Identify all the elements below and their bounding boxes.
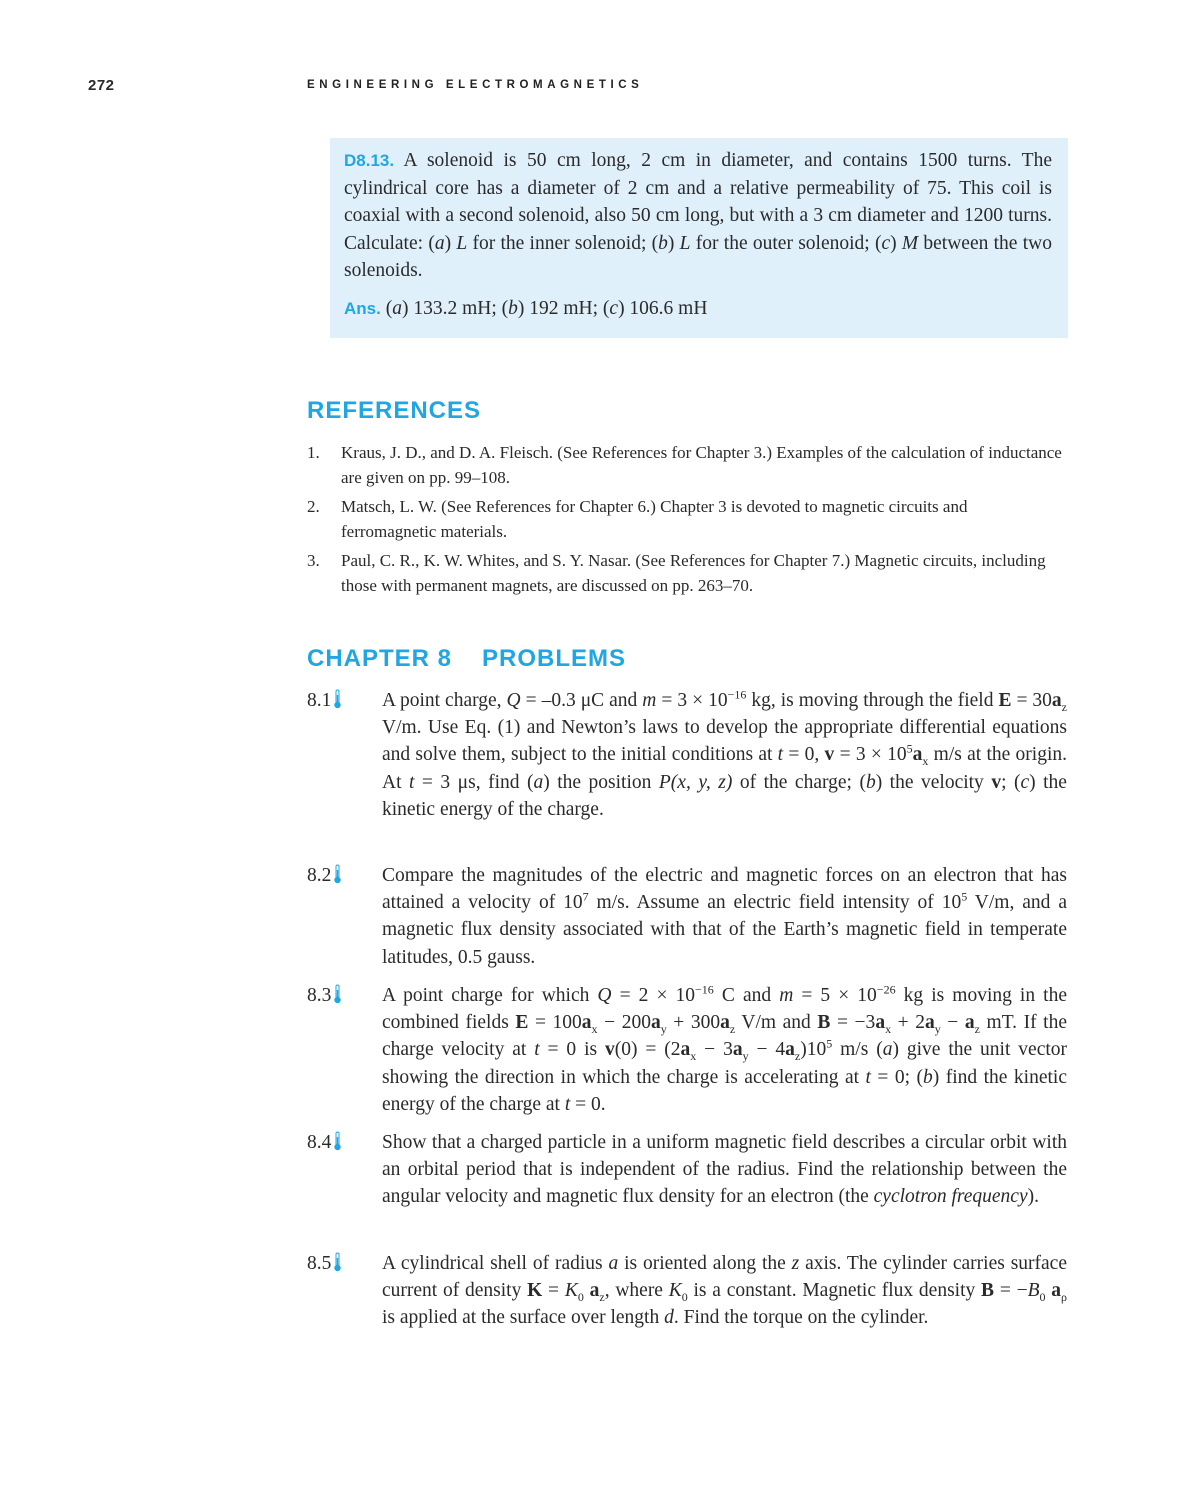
text: ; (	[1001, 771, 1021, 793]
text: 5	[961, 889, 968, 904]
text: − 4	[748, 1039, 786, 1061]
text: A cylindrical shell of radius	[382, 1253, 609, 1274]
thermometer-icon	[333, 984, 342, 1004]
reference-number: 1.	[307, 443, 320, 462]
problem-text	[382, 982, 1067, 1118]
text: ) give the unit vector showing the direction in which the charge is accelerating at	[382, 1039, 1068, 1088]
text: = −3	[830, 1012, 876, 1034]
text: is oriented along the	[618, 1253, 792, 1274]
reference-item	[307, 440, 1067, 490]
text: a	[912, 744, 923, 766]
problem-text	[382, 862, 1067, 971]
text: )	[667, 232, 680, 254]
text: 0	[577, 1290, 584, 1305]
text: 8.2	[307, 865, 332, 886]
text: a	[785, 1039, 795, 1061]
text: ) 106.6 mH	[618, 297, 708, 319]
reference-item	[307, 494, 1067, 544]
text: ) find the kinetic energy of the charge at	[382, 1066, 1067, 1115]
text: a	[882, 1039, 893, 1061]
text: m/s. Assume an electric field intensity of 10	[588, 892, 962, 914]
text: M	[901, 232, 919, 254]
text: Q	[506, 690, 521, 711]
text: −	[940, 1012, 965, 1034]
text: (0) = (2	[614, 1039, 681, 1061]
text: y	[742, 1049, 749, 1064]
text: x	[690, 1049, 697, 1064]
text: = 100	[528, 1012, 582, 1034]
text: a	[924, 1012, 935, 1034]
reference-number: 2.	[307, 497, 320, 516]
text: d	[664, 1307, 674, 1329]
text: − 200	[597, 1012, 651, 1034]
problem-item	[307, 687, 1067, 823]
text: − 3	[696, 1039, 733, 1061]
drill-problem-box	[330, 138, 1068, 338]
text: = 2 × 10	[611, 985, 696, 1006]
text: 8.3	[307, 985, 332, 1006]
reference-item	[307, 548, 1067, 598]
text: 0	[681, 1290, 688, 1305]
text: 0	[1039, 1290, 1046, 1305]
text: a	[581, 1012, 592, 1034]
text: for the inner solenoid; (	[467, 232, 659, 254]
text: −26	[876, 982, 896, 997]
text: = –0.3 μC and	[520, 690, 643, 711]
problem-text	[382, 1129, 1067, 1211]
text: z	[729, 1022, 736, 1037]
text: t	[534, 1039, 540, 1061]
text: a	[1051, 1280, 1062, 1302]
thermometer-icon	[333, 1131, 342, 1151]
text: v	[604, 1039, 615, 1061]
answer-label: Ans.	[344, 298, 381, 318]
text: B	[1027, 1280, 1040, 1302]
text: between the two solenoids.	[344, 232, 1052, 281]
running-head: ENGINEERING ELECTROMAGNETICS	[307, 79, 644, 91]
text: 5	[826, 1036, 833, 1051]
text: z	[599, 1290, 605, 1305]
text: a	[680, 1039, 691, 1061]
text: = 3 × 10	[656, 690, 728, 711]
text: a	[964, 1012, 975, 1034]
text: c	[1020, 771, 1030, 793]
text: m/s at the origin. At	[382, 744, 1068, 793]
text: B	[981, 1280, 995, 1302]
problem-number	[307, 862, 382, 971]
text: P(x, y, z)	[658, 771, 733, 793]
text: a	[589, 1280, 600, 1302]
reference-text: Kraus, J. D., and D. A. Fleisch. (See References for Chapter 3.) Examples of the calculation of inductance are given on pp. 99–108.	[341, 443, 1062, 487]
text: V/m and	[735, 1012, 818, 1034]
text: kg is moving in the combined fields	[382, 985, 1067, 1034]
text: = 0.	[570, 1093, 606, 1115]
problem-item	[307, 1129, 1067, 1211]
text: b	[923, 1066, 933, 1088]
text: PROBLEMS	[482, 645, 627, 672]
text: a	[650, 1012, 661, 1034]
thermometer-icon	[333, 689, 342, 709]
text: y	[660, 1022, 667, 1037]
text: E	[515, 1012, 529, 1034]
problem-number	[307, 1250, 382, 1332]
text: 8.1	[307, 690, 332, 711]
text: mT. If the charge velocity at	[382, 1012, 1067, 1061]
text: A point charge,	[382, 690, 507, 711]
text: A solenoid is 50 cm long, 2 cm in diameter, and contains 1500 turns. The cylindrical core has a diameter of 2 cm and a relative permeability of 75. This coil is coaxial with a second solenoid, also 50 cm long, but with a 3 cm diameter and 1200 turns. Calculate: (	[344, 150, 1052, 254]
text: a	[434, 232, 445, 254]
page-number: 272	[88, 77, 115, 94]
text: cyclotron frequency	[873, 1186, 1028, 1208]
problem-item	[307, 1250, 1067, 1332]
drill-answer: Ans. (a) 133.2 mH; (b) 192 mH; (c) 106.6 mH	[344, 297, 708, 319]
text: t	[777, 744, 784, 766]
drill-problem-text	[344, 147, 1052, 285]
text: z	[794, 1049, 801, 1064]
text: v	[824, 744, 835, 766]
text: b	[658, 232, 668, 254]
text: a	[732, 1039, 743, 1061]
text: )	[444, 232, 457, 254]
text: C and	[713, 985, 780, 1006]
text: −16	[695, 982, 714, 997]
text: E	[998, 690, 1012, 711]
text: a	[720, 1012, 730, 1034]
text: a	[392, 297, 402, 319]
text: a	[608, 1253, 619, 1274]
text: a	[1051, 690, 1062, 711]
text: B	[817, 1012, 831, 1034]
references-heading: REFERENCES	[307, 397, 482, 424]
text: Show that a charged particle in a uniform magnetic field describes a circular orbit with an orbital period that is independent of the radius. Find the relationship between the angular velocity and magnetic flux density for an electron (the	[382, 1132, 1067, 1208]
problem-item	[307, 862, 1067, 971]
text: CHAPTER 8	[307, 645, 453, 672]
text: 8.5	[307, 1253, 332, 1274]
text: = 0,	[783, 744, 825, 766]
text: m/s (	[832, 1039, 883, 1061]
text: V/m. Use Eq. (1) and Newton’s laws to develop the appropriate differential equations and solve them, subject to the initial conditions at	[382, 717, 1067, 766]
text: K	[668, 1280, 682, 1302]
text: = 5 × 10	[793, 985, 877, 1006]
text: = 30	[1011, 690, 1052, 711]
text: K	[527, 1280, 543, 1302]
text: t	[865, 1066, 871, 1088]
text: = 3 × 10	[834, 744, 907, 766]
text: )10	[800, 1039, 827, 1061]
text: a	[533, 771, 544, 793]
reference-text: Paul, C. R., K. W. Whites, and S. Y. Nasar. (See References for Chapter 7.) Magnetic circuits, including those with permanent magnets, are discussed on pp. 263–70.	[341, 551, 1046, 595]
text: −16	[727, 687, 747, 702]
text: ).	[1027, 1186, 1039, 1208]
text: . Find the torque on the cylinder.	[673, 1307, 929, 1329]
problem-number	[307, 687, 382, 823]
text: Compare the magnitudes of the electric and magnetic forces on an electron that has attained a velocity of 10	[382, 865, 1067, 914]
drill-label: D8.13.	[344, 151, 395, 170]
text: y	[934, 1022, 941, 1037]
text: ) the position	[543, 771, 659, 793]
problems-heading	[307, 645, 626, 673]
text: x	[922, 754, 929, 769]
text: kg, is moving through the field	[746, 690, 999, 711]
text: ) the kinetic energy of the charge.	[382, 771, 1067, 820]
text: L	[679, 232, 691, 254]
problem-item	[307, 982, 1067, 1118]
text: A point charge for which	[382, 985, 598, 1006]
text: axis. The cylinder carries surface current of density	[382, 1253, 1067, 1302]
text: t	[564, 1093, 571, 1115]
text: m	[642, 690, 657, 711]
text: is applied at the surface over length	[382, 1307, 665, 1329]
text: of the charge; (	[732, 771, 866, 793]
text: v	[991, 771, 1002, 793]
text: a	[875, 1012, 886, 1034]
text: x	[885, 1022, 892, 1037]
text: b	[865, 771, 876, 793]
text: is a constant. Magnetic flux density	[687, 1280, 982, 1302]
problem-number	[307, 1129, 382, 1211]
thermometer-icon	[333, 864, 342, 884]
reference-text: Matsch, L. W. (See References for Chapter 6.) Chapter 3 is devoted to magnetic circuits and ferromagnetic materials.	[341, 497, 968, 541]
text: + 2	[891, 1012, 925, 1034]
text: 8.4	[307, 1132, 332, 1153]
text: Q	[597, 985, 612, 1006]
text: ρ	[1061, 1290, 1068, 1305]
text: c	[881, 232, 891, 254]
problem-text	[382, 687, 1067, 823]
text: b	[508, 297, 518, 319]
text: x	[591, 1022, 598, 1037]
text: )	[890, 232, 902, 254]
references-list	[307, 440, 1067, 602]
text: = 0; (	[870, 1066, 924, 1088]
text: V/m, and a magnetic flux density associated with that of the Earth’s magnetic field in temperate latitudes, 0.5 gauss.	[382, 892, 1067, 968]
text: m	[779, 985, 794, 1006]
text: t	[409, 771, 415, 793]
problem-text	[382, 1250, 1067, 1332]
text: + 300	[666, 1012, 721, 1034]
text: ) 133.2 mH; (	[401, 297, 509, 319]
text: K	[564, 1280, 578, 1302]
text: z	[791, 1253, 800, 1274]
text: 7	[582, 889, 589, 904]
text: =	[542, 1280, 565, 1302]
text: z	[974, 1022, 980, 1037]
text: L	[456, 232, 468, 254]
text: , where	[604, 1280, 669, 1302]
thermometer-icon	[333, 1252, 342, 1272]
text: for the outer solenoid; (	[690, 232, 882, 254]
text: = 3 μs, find (	[414, 771, 534, 793]
reference-number: 3.	[307, 551, 320, 570]
text: 5	[906, 741, 913, 756]
problem-number	[307, 982, 382, 1118]
text: ) 192 mH; (	[517, 297, 610, 319]
text: = 0 is	[539, 1039, 605, 1061]
text: c	[609, 297, 619, 319]
text: = −	[994, 1280, 1028, 1302]
text: z	[1061, 699, 1067, 714]
text: ) the velocity	[875, 771, 992, 793]
